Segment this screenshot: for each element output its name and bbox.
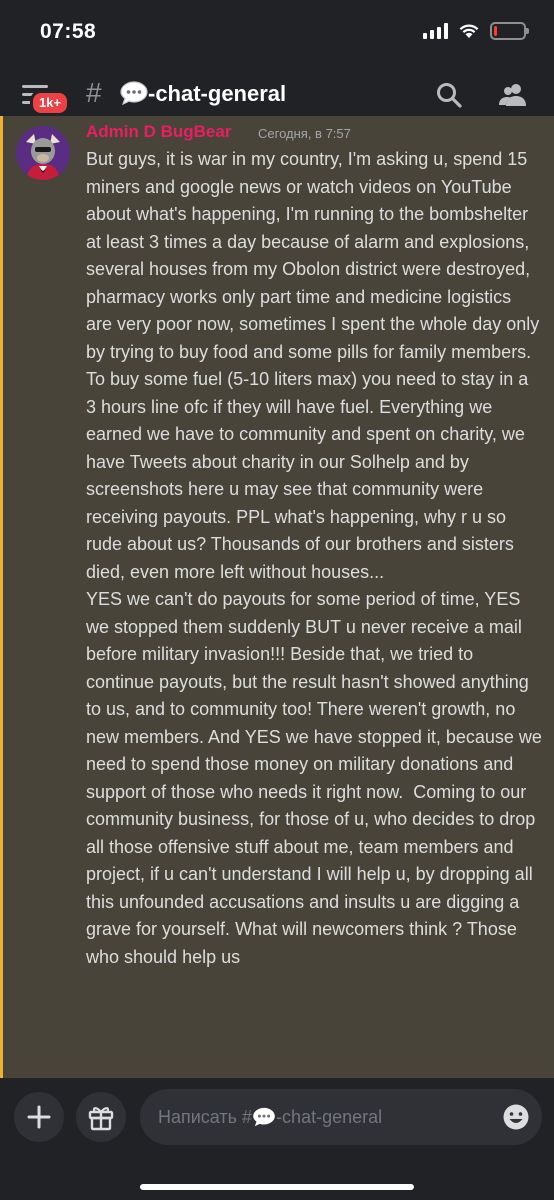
status-time: 07:58 bbox=[40, 20, 97, 43]
battery-icon bbox=[490, 22, 526, 40]
wifi-icon bbox=[458, 23, 480, 39]
status-bar bbox=[0, 0, 554, 66]
notification-badge: 1k+ bbox=[30, 90, 70, 116]
status-icons bbox=[423, 22, 526, 40]
message-input[interactable] bbox=[140, 1089, 542, 1145]
emoji-icon[interactable] bbox=[502, 1103, 530, 1131]
bugbear-avatar-icon bbox=[16, 126, 70, 180]
plus-icon bbox=[14, 1092, 64, 1142]
placeholder-channel: -chat-general bbox=[276, 1107, 383, 1127]
speech-bubble-icon bbox=[252, 1107, 276, 1127]
cellular-signal-icon bbox=[423, 23, 448, 39]
message-text: But guys, it is war in my country, I'm asking u, spend 15 miners and google news or watch videos on YouTube about what's happening, I'm running to the bombshelter at least 3 times a day because of alarm and explosions, several houses from my Obolon district were destroyed, pharmacy works only part time and medicine logistics are very poor now, sometimes I spent the whole day only by trying to buy food and some pills for family members. To buy some fuel (5-10 liters max) you need to stay in a 3 hours line ofc if they will have fuel. Everything we earned we have to community and spent on charity, we have Tweets about charity in our Solhelp and by screenshots here u may see that community were receiving payouts. PPL what's happening, why r u so rude about us? Thousands of our brothers and sisters died, even more left without houses... YES we can't do payouts for some period of time, YES we stopped them suddenly BUT u never receive a mail before military invasion!!! Beside that, we tried to continue payouts, but the result hasn't showed anything to us, and to community too! There weren't growth, no new members. And YES we have stopped it, because we need to spend those money on military donations and support of those who needs it right now. Coming to our community business, for those of u, who decides to drop all those offensive stuff about me, team members and project, if u can't understand I will help u, by dropping all this unfounded accusations and insults u are digging a grave for yourself. What will newcomers think ? Those who should help us bbox=[86, 149, 542, 967]
speech-bubble-icon bbox=[120, 81, 148, 105]
mention-highlight-bar bbox=[0, 116, 3, 1078]
gift-button[interactable] bbox=[76, 1092, 126, 1142]
gift-icon bbox=[76, 1092, 126, 1142]
message-composer bbox=[0, 1078, 554, 1200]
channel-name[interactable]: -chat-general bbox=[148, 81, 287, 106]
placeholder-prefix: Написать # bbox=[158, 1107, 253, 1127]
avatar[interactable] bbox=[16, 126, 70, 180]
home-indicator bbox=[140, 1184, 414, 1190]
message-timestamp: Сегодня, в 7:57 bbox=[258, 126, 351, 141]
members-icon[interactable] bbox=[498, 80, 528, 110]
search-icon[interactable] bbox=[434, 80, 464, 110]
chat-area[interactable] bbox=[0, 116, 554, 1078]
add-attachment-button[interactable] bbox=[14, 1092, 64, 1142]
hash-icon: # bbox=[86, 77, 102, 108]
battery-level-fill bbox=[494, 26, 497, 36]
message-author[interactable]: Admin D BugBear bbox=[86, 122, 232, 141]
message-input-placeholder bbox=[158, 1107, 382, 1128]
